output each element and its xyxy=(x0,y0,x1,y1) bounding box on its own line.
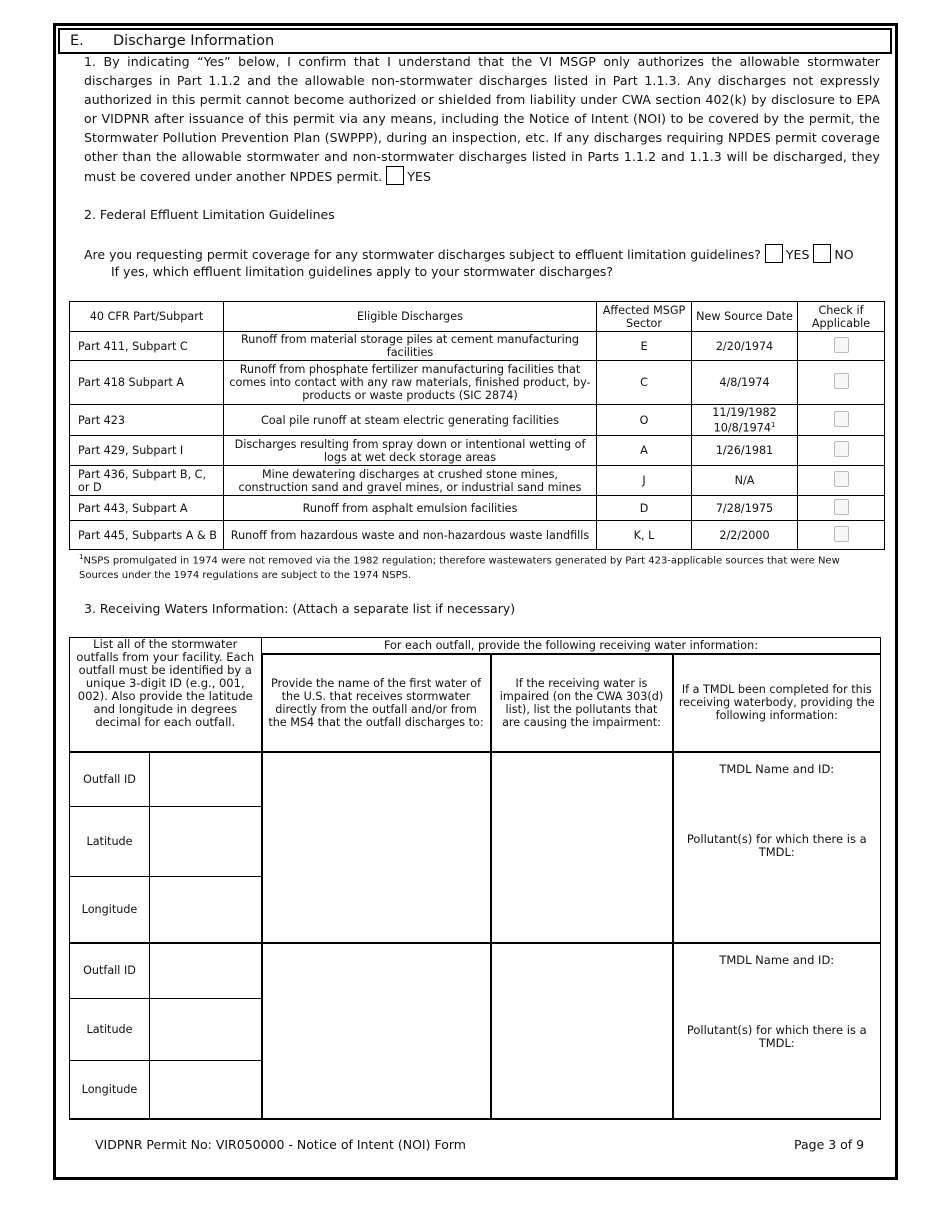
item1-text: 1. By indicating “Yes” below, I confirm that I understand that the VI MSGP only authorizes the allowable stormwater discharges in Part 1.1.2 and the allowable non-stormwater discharges listed in Part 1.1.3. Any discharges not expressly authorized in this permit cannot become authorized or shielded from liability under CWA section 402(k) by disclosure to EPA or VIDPNR after issuance of this permit via any means, including the Notice of Intent (NOI) to be covered by the permit, the Stormwater Pollution Prevention Plan (SWPPP), during an inspection, etc. If any discharges requiring NPDES permit coverage other than the allowable stormwater and non-stormwater discharges listed in Parts 1.1.2 and 1.1.3 will be discharged, they must be covered under another NPDES permit. xyxy=(84,54,880,184)
new-source-date xyxy=(692,496,798,521)
header-sector: Affected MSGP Sector xyxy=(597,302,692,332)
msgp-sector: E xyxy=(597,332,692,361)
applicable-cell xyxy=(798,521,885,550)
item2-followup: If yes, which effluent limitation guidelines apply to your stormwater discharges? xyxy=(111,264,614,279)
item1-yes-checkbox[interactable] xyxy=(386,166,404,185)
outfall-label: Latitude xyxy=(70,999,150,1061)
cfr-part: Part 418 Subpart A xyxy=(70,361,224,405)
applicable-checkbox[interactable] xyxy=(834,373,849,389)
outfall-row xyxy=(70,943,881,999)
eligible-discharge: Runoff from asphalt emulsion facilities xyxy=(224,496,597,521)
outfall-value-input[interactable] xyxy=(150,999,262,1061)
section-header xyxy=(58,28,892,54)
date: 7/28/1975 xyxy=(715,501,774,515)
tmdl-cell[interactable] xyxy=(673,752,881,943)
header-discharges: Eligible Discharges xyxy=(224,302,597,332)
outfall-value-input[interactable] xyxy=(150,943,262,999)
tmdl-pollutants-label: Pollutant(s) for which there is a TMDL: xyxy=(686,831,867,859)
date: N/A xyxy=(734,474,755,487)
applicable-checkbox[interactable] xyxy=(834,471,849,487)
msgp-sector: D xyxy=(597,496,692,521)
outfall-label: Latitude xyxy=(70,807,150,877)
date: 4/8/1974 xyxy=(719,376,770,389)
new-source-date xyxy=(692,361,798,405)
header-date: New Source Date xyxy=(692,302,798,332)
outfall-label: Outfall ID xyxy=(70,752,150,807)
elg-row xyxy=(70,361,885,405)
new-source-date xyxy=(692,436,798,466)
date: 1/26/1981 xyxy=(715,444,774,457)
elg-row xyxy=(70,521,885,550)
date2: 10/8/1974 xyxy=(713,421,771,435)
eligible-discharge: Mine dewatering discharges at crushed stone mines, construction sand and gravel mines, or industrial sand mines xyxy=(224,466,597,496)
outfall-label: Longitude xyxy=(70,1061,150,1119)
cfr-part: Part 411, Subpart C xyxy=(70,332,224,361)
item3-heading: 3. Receiving Waters Information: (Attach a separate list if necessary) xyxy=(84,601,516,616)
item2-question-text: Are you requesting permit coverage for any stormwater discharges subject to effluent limitation guidelines? xyxy=(84,247,761,262)
date: 2/2/2000 xyxy=(719,528,770,542)
impairment-input[interactable] xyxy=(491,943,673,1119)
msgp-sector: K, L xyxy=(597,521,692,550)
date: 2/20/1974 xyxy=(715,339,774,353)
col-tmdl-header: If a TMDL been completed for this receiving waterbody, providing the following information: xyxy=(673,654,881,752)
outfall-value-input[interactable] xyxy=(150,752,262,807)
elg-row xyxy=(70,332,885,361)
item2-yes-label: YES xyxy=(785,247,810,262)
outfall-value-input[interactable] xyxy=(150,877,262,943)
cfr-part: Part 445, Subparts A & B xyxy=(70,521,224,550)
applicable-cell xyxy=(798,436,885,466)
item2-question xyxy=(84,244,854,263)
section-title: Discharge Information xyxy=(113,33,275,49)
elg-row xyxy=(70,436,885,466)
applicable-checkbox[interactable] xyxy=(834,411,849,427)
impairment-input[interactable] xyxy=(491,752,673,943)
tmdl-name-label: TMDL Name and ID: xyxy=(719,761,835,776)
applicable-checkbox[interactable] xyxy=(834,337,849,353)
outfall-value-input[interactable] xyxy=(150,1061,262,1119)
applicable-checkbox[interactable] xyxy=(834,441,849,457)
elg-row xyxy=(70,466,885,496)
date: 11/19/1982 xyxy=(712,405,777,419)
footnote-text: NSPS promulgated in 1974 were not removed via the 1982 regulation; therefore wastewaters generated by Part 423-applicable sources that were New Sources under the 1974 regulations are subject to the 1974 NSPS. xyxy=(79,555,840,582)
item2-no-label: NO xyxy=(834,247,854,262)
applicable-cell xyxy=(798,361,885,405)
new-source-date xyxy=(692,405,798,436)
outfall-label: Outfall ID xyxy=(70,943,150,999)
elg-table xyxy=(69,301,885,550)
cfr-part: Part 443, Subpart A xyxy=(70,496,224,521)
date-footnote-mark: 1 xyxy=(770,420,776,429)
item2-yes-checkbox[interactable] xyxy=(765,244,783,263)
outfall-value-input[interactable] xyxy=(150,807,262,877)
cfr-part: Part 429, Subpart I xyxy=(70,436,224,466)
item2-heading: 2. Federal Effluent Limitation Guidelines xyxy=(84,207,335,222)
tmdl-name-label: TMDL Name and ID: xyxy=(719,952,835,967)
header-check: Check if Applicable xyxy=(798,302,885,332)
elg-header-row xyxy=(70,302,885,332)
section-letter: E. xyxy=(70,33,84,49)
applicable-cell xyxy=(798,332,885,361)
item1-yes-label: YES xyxy=(407,169,432,184)
eligible-discharge: Coal pile runoff at steam electric generating facilities xyxy=(224,405,597,436)
msgp-sector: C xyxy=(597,361,692,405)
footnote-mark: 1 xyxy=(79,553,84,561)
applicable-cell xyxy=(798,405,885,436)
eligible-discharge: Discharges resulting from spray down or intentional wetting of logs at wet deck storage areas xyxy=(224,436,597,466)
header-part: 40 CFR Part/Subpart xyxy=(70,302,224,332)
span-header: For each outfall, provide the following receiving water information: xyxy=(262,638,881,654)
col-impairment-header: If the receiving water is impaired (on the CWA 303(d) list), list the pollutants that are causing the impairment: xyxy=(491,654,673,752)
footer-permit: VIDPNR Permit No: VIR050000 - Notice of Intent (NOI) Form xyxy=(95,1137,466,1152)
eligible-discharge: Runoff from material storage piles at cement manufacturing facilities xyxy=(224,332,597,361)
footer-page: Page 3 of 9 xyxy=(794,1137,865,1152)
eligible-discharge: Runoff from phosphate fertilizer manufacturing facilities that comes into contact with any raw materials, finished product, by-products or waste products (SIC 2874) xyxy=(224,361,597,405)
eligible-discharge: Runoff from hazardous waste and non-hazardous waste landfills xyxy=(224,521,597,550)
tmdl-pollutants-label: Pollutant(s) for which there is a TMDL: xyxy=(686,1022,867,1050)
first-water-input[interactable] xyxy=(262,943,491,1119)
tmdl-cell[interactable] xyxy=(673,943,881,1119)
cfr-part: Part 423 xyxy=(70,405,224,436)
new-source-date xyxy=(692,521,798,550)
outfall-row xyxy=(70,752,881,807)
new-source-date xyxy=(692,332,798,361)
first-water-input[interactable] xyxy=(262,752,491,943)
msgp-sector: J xyxy=(597,466,692,496)
item1-paragraph xyxy=(84,52,880,186)
new-source-date xyxy=(692,466,798,496)
col-first-water-header: Provide the name of the first water of the U.S. that receives stormwater directly from the outfall and/or from the MS4 that the outfall discharges to: xyxy=(262,654,491,752)
msgp-sector: A xyxy=(597,436,692,466)
applicable-cell xyxy=(798,466,885,496)
footnote xyxy=(79,550,879,583)
item2-no-checkbox[interactable] xyxy=(813,244,831,263)
applicable-checkbox[interactable] xyxy=(834,499,849,515)
elg-row xyxy=(70,496,885,521)
outfall-label: Longitude xyxy=(70,877,150,943)
cfr-part: Part 436, Subpart B, C, or D xyxy=(70,466,224,496)
receiving-waters-table xyxy=(69,637,881,1120)
elg-row xyxy=(70,405,885,436)
msgp-sector: O xyxy=(597,405,692,436)
applicable-checkbox[interactable] xyxy=(834,526,849,542)
applicable-cell xyxy=(798,496,885,521)
outfalls-instructions: List all of the stormwater outfalls from your facility. Each outfall must be identified by a unique 3-digit ID (e.g., 001, 002). Also provide the latitude and longitude in degrees decimal for each outfall. xyxy=(70,638,262,752)
